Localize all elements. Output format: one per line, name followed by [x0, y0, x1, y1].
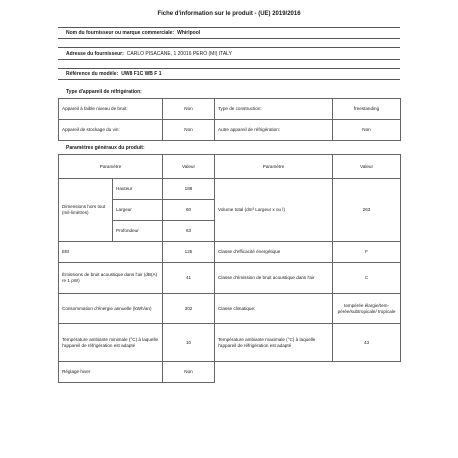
table-row [59, 99, 401, 120]
energy-class-label: Classe d'efficacité énergétique [215, 242, 333, 263]
model-reference-row [58, 68, 400, 80]
min-ambient-temp-value: 10 [163, 324, 215, 362]
supplier-name-value: Whirlpool [177, 30, 201, 36]
total-volume-value: 263 [333, 179, 401, 242]
winter-setting-label: Réglage hiver [59, 362, 163, 383]
low-noise-value: Non [163, 99, 215, 120]
max-ambient-temp-value: 43 [333, 324, 401, 362]
page-title: Fiche d'information sur le produit - (UE) 2019/2016 [157, 11, 301, 17]
column-header-value-2: Valeur [333, 155, 401, 179]
model-reference-label: Référence du modèle: [66, 71, 119, 77]
model-reference-value: UW8 F1C WB F 1 [121, 71, 162, 77]
noise-emission-label: Émissions de bruit acoustique dans l'air (dB(A) re 1 pW) [59, 263, 163, 294]
height-label: Hauteur [113, 179, 163, 200]
table-row [59, 362, 401, 383]
table-row [59, 242, 401, 263]
construction-type-label: Type de construction: [215, 99, 333, 120]
low-noise-label: Appareil à faible niveau de bruit: [59, 99, 163, 120]
depth-label: Profondeur [113, 221, 163, 242]
dimensions-label: Dimensions hors tout (mil-limètres) [59, 179, 113, 242]
table-row [59, 120, 401, 141]
annual-consumption-label: Consommation d'énergie annuelle (kWh/an) [59, 294, 163, 324]
appliance-type-heading: Type d'appareil de réfrigération: [66, 89, 142, 95]
product-information-sheet [58, 0, 400, 383]
table-header-row [59, 155, 401, 179]
column-header-parameter: Paramètre [59, 155, 163, 179]
table-row [59, 179, 401, 200]
climate-class-value: tempérée élargie/tem-pérée/subtropicale/ tropicale [333, 294, 401, 324]
total-volume-label: Volume total (dm³ Largeur x ou l) [215, 179, 333, 242]
appliance-type-table [58, 98, 401, 141]
supplier-name-row [58, 27, 400, 39]
min-ambient-temp-label: Température ambiante minimale (°C) à laquelle l'appareil de réfrigération est adapté [59, 324, 163, 362]
climate-class-label: Classe climatique: [215, 294, 333, 324]
other-refrigeration-value: Non [333, 120, 401, 141]
wine-storage-label: Appareil de stockage du vin: [59, 120, 163, 141]
depth-value: 63 [163, 221, 215, 242]
supplier-address-row [58, 47, 400, 60]
supplier-address-label: Adresse du fournisseur: [66, 50, 124, 57]
annual-consumption-value: 302 [163, 294, 215, 324]
width-label: Largeur [113, 200, 163, 221]
noise-class-value: C [333, 263, 401, 294]
width-value: 60 [163, 200, 215, 221]
table-row [59, 294, 401, 324]
other-refrigeration-label: Autre appareil de réfrigération: [215, 120, 333, 141]
supplier-name-label: Nom du fournisseur ou marque commerciale: [66, 30, 175, 36]
supplier-address-value: CARLO PISACANE, 1 20016 PERO (MI) ITALY [126, 50, 232, 57]
general-parameters-table [58, 154, 401, 383]
max-ambient-temp-label: Température ambiante maximale (°C) à laquelle l'appareil de réfrigération est adapté [215, 324, 333, 362]
noise-class-label: Classe d'émission de bruit acoustique dans l'air [215, 263, 333, 294]
table-row [59, 263, 401, 294]
energy-class-value: F [333, 242, 401, 263]
wine-storage-value: Non [163, 120, 215, 141]
general-parameters-heading: Paramètres généraux du produit: [66, 145, 145, 151]
noise-emission-value: 41 [163, 263, 215, 294]
eei-label: EEI [59, 242, 163, 263]
construction-type-value: freestanding [333, 99, 401, 120]
column-header-value: Valeur [163, 155, 215, 179]
column-header-parameter-2: Paramètre [215, 155, 333, 179]
height-value: 188 [163, 179, 215, 200]
eei-value: 125 [163, 242, 215, 263]
winter-setting-value: Non [163, 362, 215, 383]
table-row [59, 324, 401, 362]
